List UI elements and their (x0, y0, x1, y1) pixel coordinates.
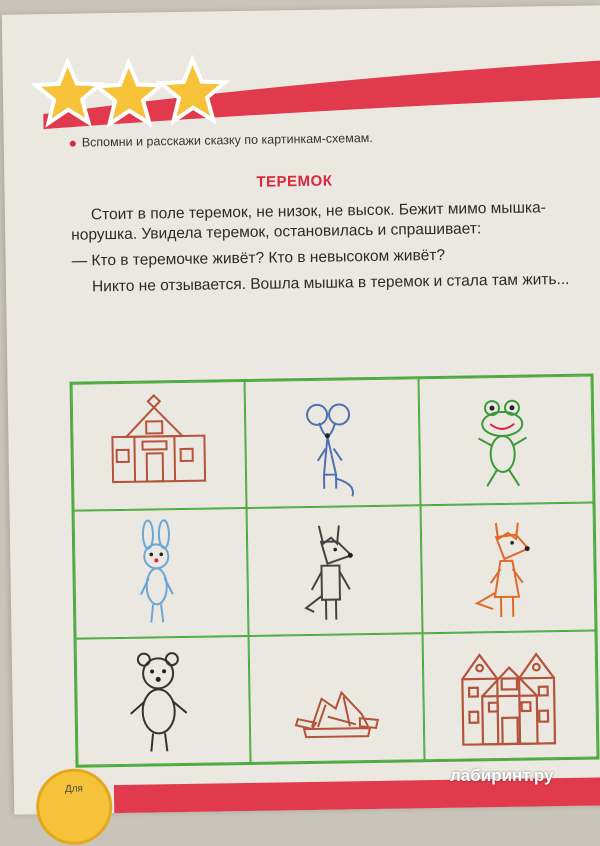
watermark-logo: лабиринт.ру (450, 766, 553, 786)
grid-cell (420, 503, 595, 633)
fox-icon (452, 512, 564, 624)
age-badge (36, 768, 113, 845)
new-big-house-icon (449, 634, 571, 756)
grid-cell (245, 378, 420, 508)
story-paragraph: Стоит в поле теремок, не низок, не высок. Бежит мимо мышка-норушка. Увидела теремок, остановилась и спрашивает: (71, 198, 592, 246)
grid-cell (422, 630, 597, 760)
broken-house-icon (281, 642, 393, 754)
grid-cell (74, 508, 249, 638)
bear-icon (107, 645, 219, 757)
mouse-icon (277, 387, 389, 499)
frog-icon (450, 385, 562, 497)
grid-cell (247, 506, 422, 636)
grid-cell (72, 381, 247, 511)
story-paragraph: Никто не отзывается. Вошла мышка в теремок и стала там жить... (72, 270, 592, 298)
grid-cell (249, 633, 424, 763)
story-title: ТЕРЕМОК (4, 169, 584, 195)
grid-cell (418, 376, 593, 506)
badge-text: Для (39, 783, 109, 795)
book-page (2, 5, 600, 814)
grid-cell (76, 636, 251, 766)
story-dialog: — Кто в теремочке живёт? Кто в невысоком живёт? (71, 244, 591, 272)
story-text (71, 198, 592, 304)
instruction-label: Вспомни и расскажи сказку по картинкам-схемам. (82, 131, 373, 150)
wolf-icon (279, 515, 391, 627)
bullet-icon (70, 140, 76, 146)
header-banner (2, 5, 600, 144)
picture-grid (70, 374, 600, 768)
hare-icon (105, 517, 217, 629)
teremok-house-icon (103, 390, 215, 502)
